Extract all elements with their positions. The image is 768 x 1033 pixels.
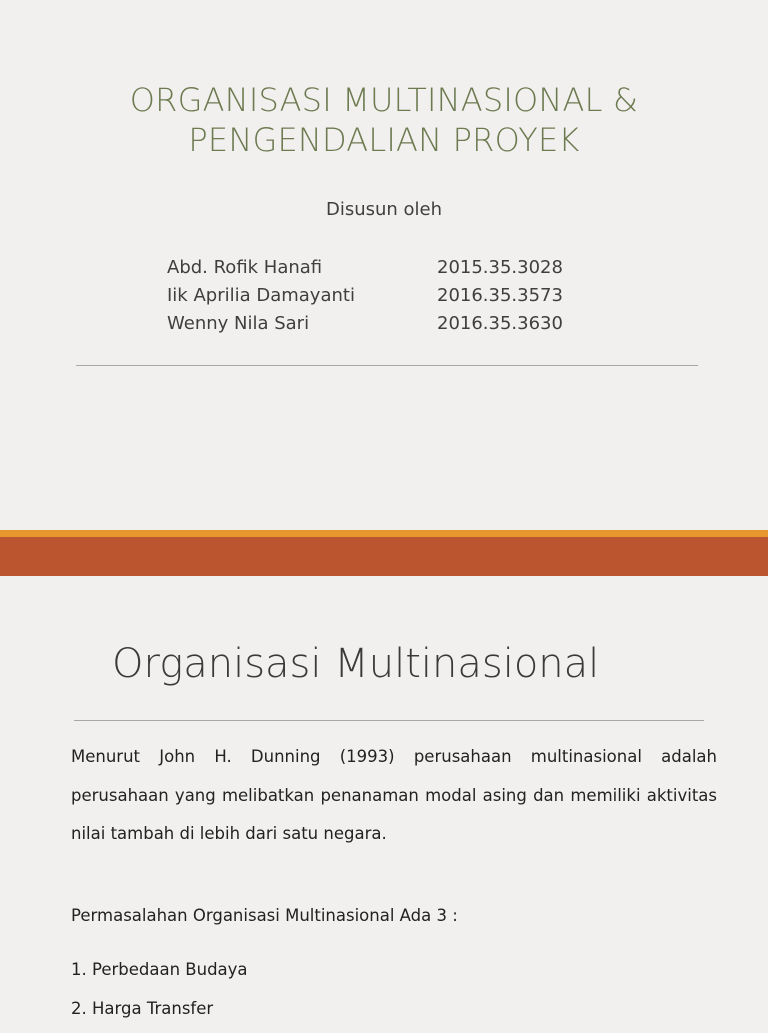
slide-2-divider — [74, 720, 704, 721]
author-name: Wenny Nila Sari — [167, 310, 437, 338]
author-id: 2016.35.3573 — [437, 282, 563, 310]
author-id: 2016.35.3630 — [437, 310, 563, 338]
title-line-2: PENGENDALIAN PROYEK — [0, 120, 768, 160]
author-row — [167, 310, 607, 338]
author-list — [167, 254, 607, 338]
author-name: Abd. Rofik Hanafi — [167, 254, 437, 282]
author-id: 2015.35.3028 — [437, 254, 563, 282]
author-row — [167, 254, 607, 282]
slide-1-title — [0, 80, 768, 160]
problems-heading: Permasalahan Organisasi Multinasional Ada 3 : — [71, 904, 458, 928]
list-item: 2. Harga Transfer — [71, 995, 248, 1033]
accent-bar-rust — [0, 537, 768, 576]
accent-bar-orange — [0, 530, 768, 537]
definition-paragraph: Menurut John H. Dunning (1993) perusahaan multinasional adalah perusahaan yang melibatkan penanaman modal asing dan memiliki aktivitas nilai tambah di lebih dari satu negara. — [71, 738, 717, 854]
list-item: 1. Perbedaan Budaya — [71, 956, 248, 995]
author-row — [167, 282, 607, 310]
slide-1-divider — [76, 365, 698, 366]
title-line-1: ORGANISASI MULTINASIONAL & — [0, 80, 768, 120]
slide-1-subtitle: Disusun oleh — [0, 198, 768, 222]
slide-2-title: Organisasi Multinasional — [112, 636, 599, 692]
problems-list — [71, 956, 248, 1033]
author-name: Iik Aprilia Damayanti — [167, 282, 437, 310]
